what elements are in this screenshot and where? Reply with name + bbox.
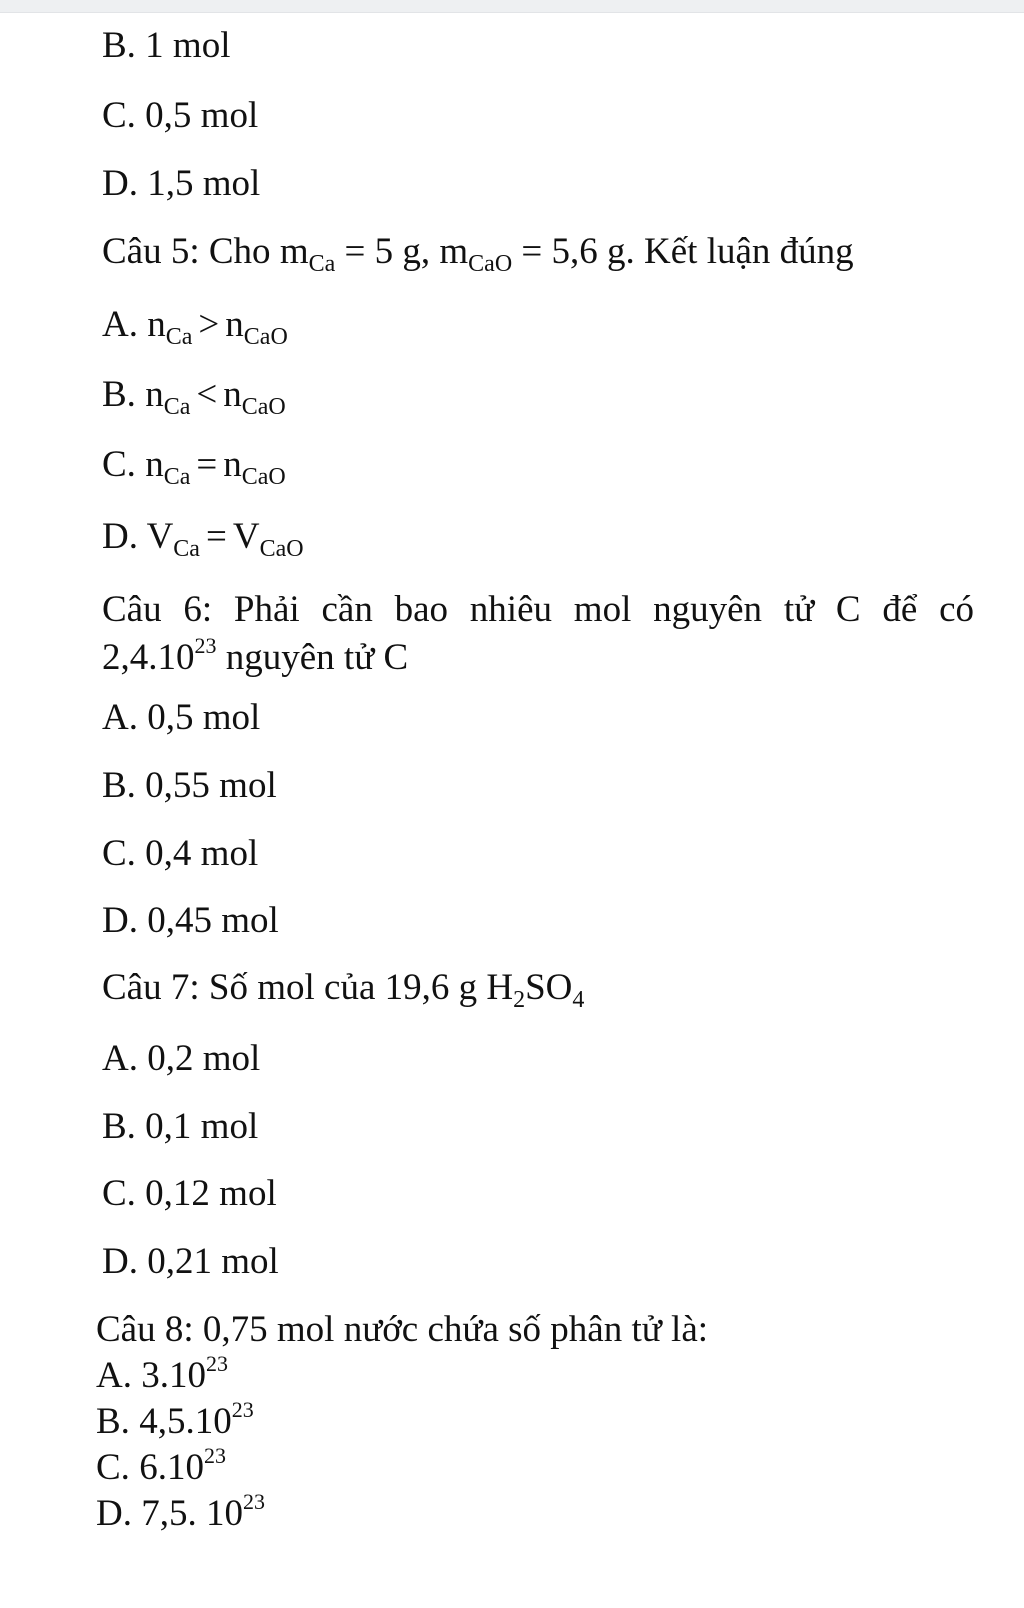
option-exponent: 23 [242, 1489, 265, 1514]
q5-m-symbol: m [279, 231, 309, 272]
option-base: 7,5. 10 [141, 1493, 243, 1534]
option-left: n [145, 374, 164, 415]
q6-exponent: 23 [194, 633, 217, 658]
option-label: D. [96, 1493, 142, 1534]
q6-option-c: C. 0,4 mol [102, 833, 259, 874]
option-base: 3.10 [141, 1355, 206, 1396]
q5-sub-cao: CaO [468, 251, 513, 277]
option-exponent: 23 [205, 1351, 228, 1376]
option-exponent: 23 [203, 1443, 226, 1468]
option-right-sub: CaO [241, 464, 286, 490]
option-label: D. [102, 516, 147, 557]
option-left: n [147, 304, 166, 345]
q4-option-d: D. 1,5 mol [102, 163, 261, 204]
option-base: 4,5.10 [139, 1401, 232, 1442]
option-right-sub: CaO [243, 324, 288, 350]
q7-option-b: B. 0,1 mol [102, 1106, 259, 1147]
option-right: V [232, 516, 260, 557]
q5-sub-ca: Ca [308, 251, 336, 277]
q7-h: H [486, 967, 514, 1008]
option-label: A. [96, 1355, 142, 1396]
q5-option-d [102, 515, 304, 562]
option-label: A. [102, 304, 148, 345]
option-operator: = [205, 516, 227, 557]
q7-option-c: C. 0,12 mol [102, 1173, 277, 1214]
option-base: 6.10 [139, 1447, 204, 1488]
option-operator: < [196, 374, 218, 415]
q4-option-c: C. 0,5 mol [102, 95, 259, 136]
q6-text-line1: Câu 6: Phải cần bao nhiêu mol nguyên tử C để có [102, 589, 974, 630]
top-bar [0, 0, 1024, 13]
q5-eq2: = 5,6 g. Kết luận đúng [512, 231, 854, 272]
q7-text: Câu 7: Số mol của 19,6 g [102, 967, 487, 1008]
option-left-sub: Ca [173, 536, 200, 562]
q6-text-line2 [102, 634, 974, 682]
q5-prefix: Câu 5: Cho [102, 231, 280, 272]
option-left-sub: Ca [163, 394, 191, 420]
q5-option-c [102, 443, 286, 490]
option-exponent: 23 [231, 1397, 254, 1422]
q6-number: 2,4.10 [102, 637, 195, 678]
option-left-sub: Ca [165, 324, 193, 350]
option-operator: > [198, 304, 220, 345]
option-right-sub: CaO [241, 394, 286, 420]
option-right: n [225, 304, 244, 345]
q6-text2: nguyên tử C [216, 637, 409, 678]
q8-option-c [96, 1443, 226, 1490]
q4-option-b: B. 1 mol [102, 25, 231, 66]
option-left: V [146, 516, 174, 557]
q5-question [102, 230, 854, 277]
q7-sub4: 4 [572, 987, 585, 1013]
q6-option-d: D. 0,45 mol [102, 900, 279, 941]
q5-eq1: = 5 g, [335, 231, 440, 272]
q8-question: Câu 8: 0,75 mol nước chứa số phân tử là: [96, 1309, 709, 1350]
option-label: B. [102, 374, 146, 415]
option-right: n [223, 374, 242, 415]
option-label: C. [102, 444, 146, 485]
q5-option-a [102, 303, 288, 350]
q6-option-a: A. 0,5 mol [102, 697, 261, 738]
q8-option-d [96, 1489, 265, 1536]
q7-option-a: A. 0,2 mol [102, 1038, 261, 1079]
option-label: C. [96, 1447, 140, 1488]
q5-m2-symbol: m [439, 231, 469, 272]
option-right: n [223, 444, 242, 485]
option-left-sub: Ca [163, 464, 191, 490]
q8-option-a [96, 1351, 228, 1398]
q8-option-b [96, 1397, 254, 1444]
q7-question [102, 966, 585, 1013]
q6-question [102, 586, 974, 682]
q5-option-b [102, 373, 286, 420]
q7-sub2: 2 [513, 987, 526, 1013]
option-right-sub: CaO [259, 536, 304, 562]
q7-option-d: D. 0,21 mol [102, 1241, 279, 1282]
q6-option-b: B. 0,55 mol [102, 765, 277, 806]
q7-so: SO [525, 967, 573, 1008]
option-operator: = [196, 444, 218, 485]
option-label: B. [96, 1401, 140, 1442]
option-left: n [145, 444, 164, 485]
